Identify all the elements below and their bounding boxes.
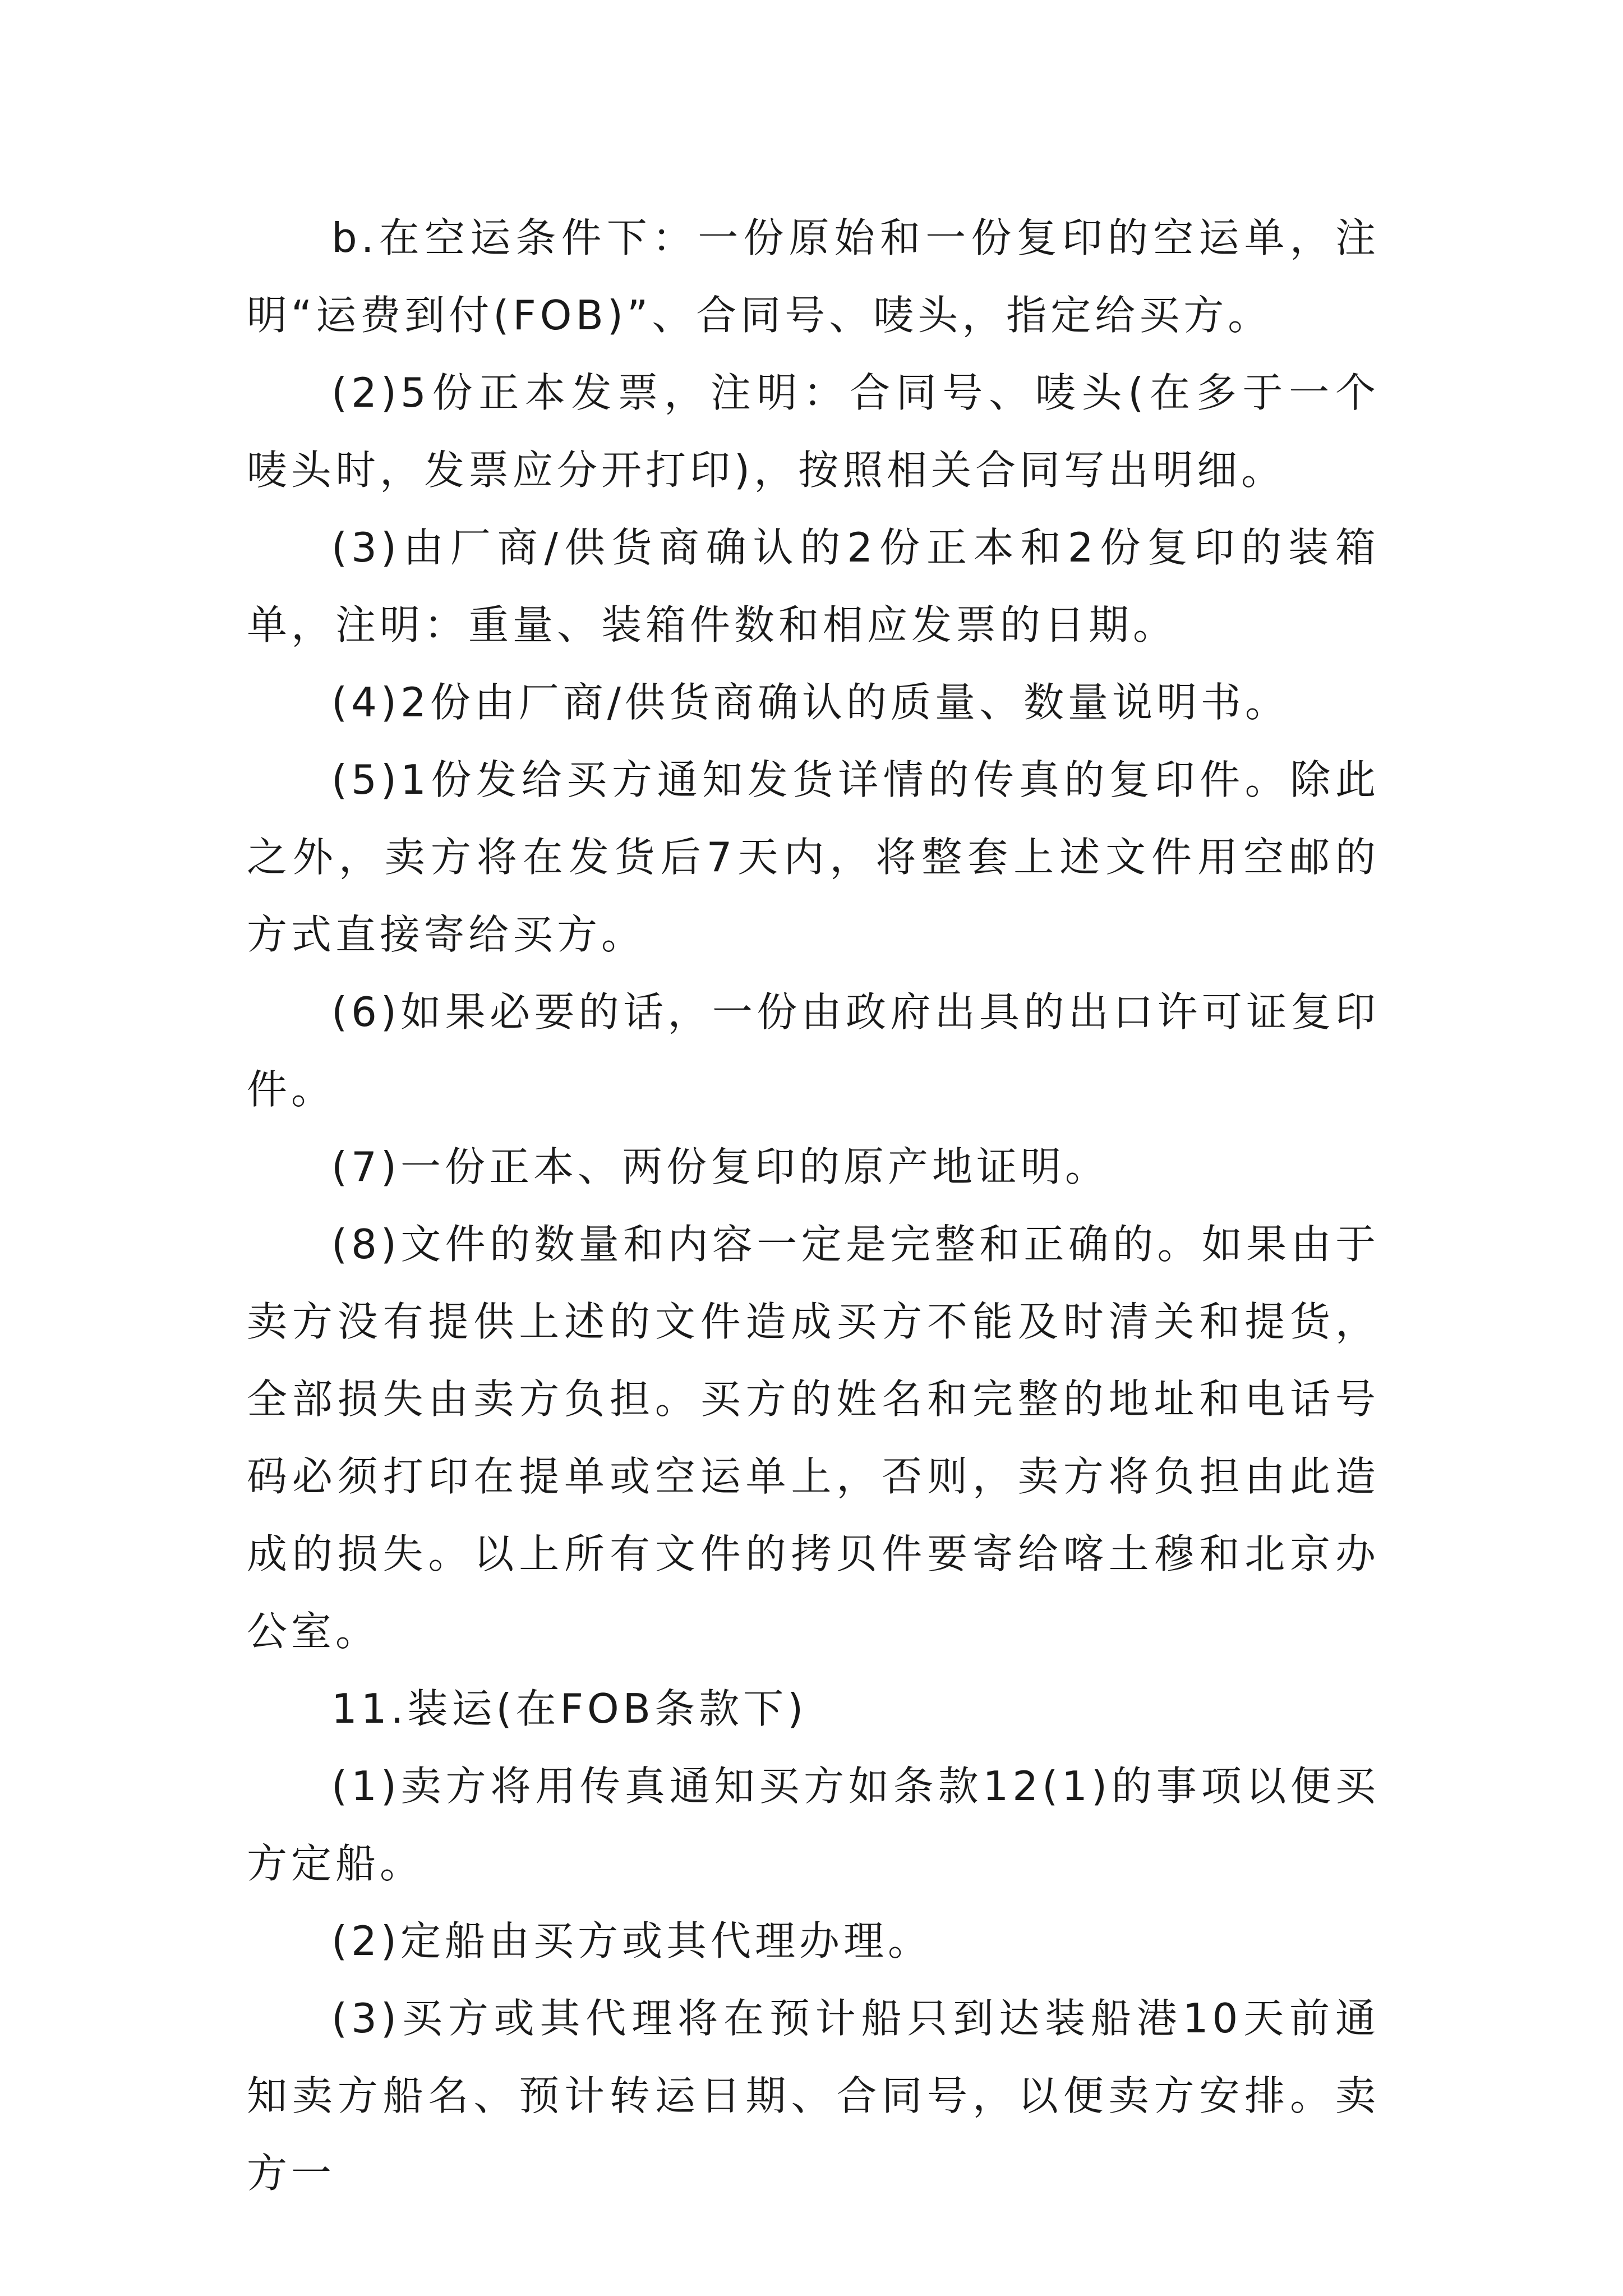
paragraph-packing-list: (3)由厂商/供货商确认的2份正本和2份复印的装箱单，注明：重量、装箱件数和相应发票的日期。 xyxy=(247,524,1380,648)
paragraph-fax-copy: (5)1份发给买方通知发货详情的传真的复印件。除此之外，卖方将在发货后7天内，将整套上述文件用空邮的方式直接寄给买方。 xyxy=(247,756,1380,958)
paragraph-invoice: (2)5份正本发票，注明：合同号、唛头(在多于一个唛头时，发票应分开打印)，按照相关合同写出明细。 xyxy=(247,369,1380,494)
paragraph-documents-completeness: (8)文件的数量和内容一定是完整和正确的。如果由于卖方没有提供上述的文件造成买方不能及时清关和提货，全部损失由卖方负担。买方的姓名和完整的地址和电话号码必须打印在提单或空运单上，否则，卖方将负担由此造成的损失。以上所有文件的拷贝件要寄给喀土穆和北京办公室。 xyxy=(247,1221,1380,1655)
paragraph-quality-spec: (4)2份由厂商/供货商确认的质量、数量说明书。 xyxy=(331,679,1290,726)
paragraph-certificate-of-origin: (7)一份正本、两份复印的原产地证明。 xyxy=(331,1143,1109,1190)
paragraph-export-license: (6)如果必要的话，一份由政府出具的出口许可证复印件。 xyxy=(247,988,1380,1113)
paragraph-vessel-arrival-notice: (3)买方或其代理将在预计船只到达装船港10天前通知卖方船名、预计转运日期、合同号，以便卖方安排。卖方一 xyxy=(247,1995,1380,2197)
paragraph-vessel-booking: (2)定船由买方或其代理办理。 xyxy=(331,1917,932,1964)
paragraph-shipment-notice: (1)卖方将用传真通知买方如条款12(1)的事项以便买方定船。 xyxy=(247,1763,1380,1887)
section-heading-shipment: 11.装运(在FOB条款下) xyxy=(331,1685,808,1732)
paragraph-air-transport: b.在空运条件下：一份原始和一份复印的空运单，注明“运费到付(FOB)”、合同号、唛头，指定给买方。 xyxy=(247,214,1380,339)
document-body xyxy=(247,199,1380,2212)
